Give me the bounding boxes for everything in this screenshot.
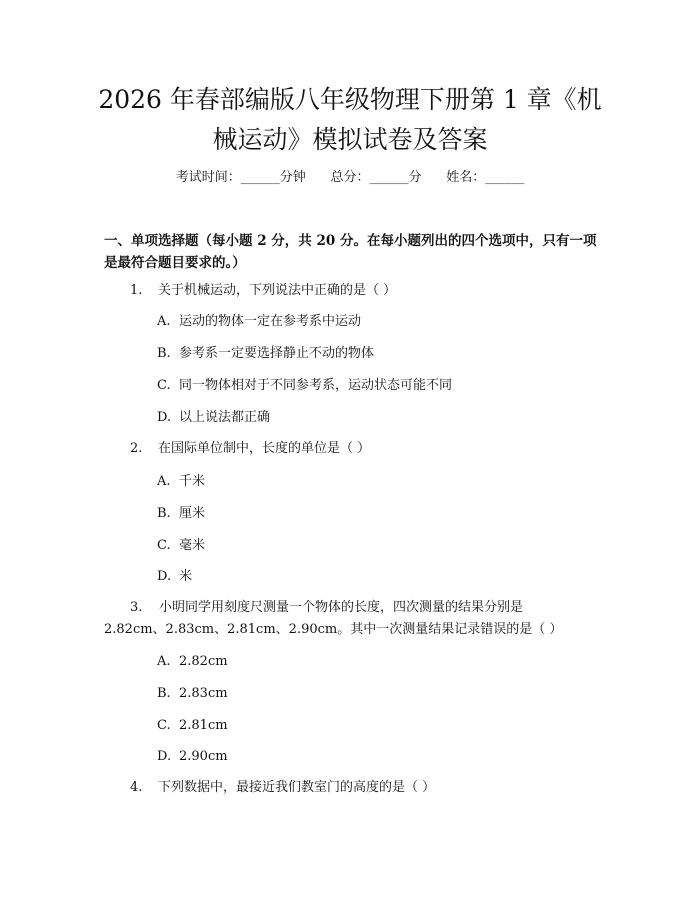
question-text: 在国际单位制中，长度的单位是（ ） xyxy=(158,441,371,456)
option-text: 运动的物体一定在参考系中运动 xyxy=(179,314,362,329)
option-letter: A. xyxy=(157,654,171,669)
option-letter: D. xyxy=(157,410,172,425)
option-text: 同一物体相对于不同参考系，运动状态可能不同 xyxy=(179,378,453,393)
option-text: 毫米 xyxy=(179,538,206,553)
option-letter: A. xyxy=(157,314,171,329)
question-1-option-d xyxy=(157,408,597,428)
question-number: 3. xyxy=(130,600,143,615)
question-text: 关于机械运动，下列说法中正确的是（ ） xyxy=(158,283,397,298)
question-1-option-b xyxy=(157,344,597,364)
option-text: 2.83cm xyxy=(179,686,228,701)
question-3-option-b xyxy=(157,684,597,704)
option-text: 以上说法都正确 xyxy=(179,410,271,425)
question-1-option-c xyxy=(157,376,597,396)
question-number: 2. xyxy=(130,441,143,456)
question-2 xyxy=(104,438,604,460)
option-text: 米 xyxy=(179,569,193,584)
question-3 xyxy=(104,597,604,641)
option-text: 2.90cm xyxy=(179,749,228,764)
option-letter: D. xyxy=(157,749,172,764)
question-2-option-b xyxy=(157,504,597,524)
option-letter: B. xyxy=(157,506,171,521)
option-letter: D. xyxy=(157,569,172,584)
section-heading-line2: 是最符合题目要求的。） xyxy=(104,255,246,271)
option-letter: B. xyxy=(157,686,171,701)
option-letter: C. xyxy=(157,718,171,733)
option-letter: B. xyxy=(157,346,171,361)
section-heading xyxy=(104,230,604,274)
exam-title-line1: 2026 年春部编版八年级物理下册第 1 章《机 xyxy=(98,85,602,114)
question-1-option-a xyxy=(157,312,597,332)
question-text-line1: 小明同学用刻度尺测量一个物体的长度，四次测量的结果分别是 xyxy=(158,600,523,615)
option-text: 2.82cm xyxy=(179,654,228,669)
option-text: 千米 xyxy=(179,474,206,489)
question-4 xyxy=(104,777,604,799)
option-text: 厘米 xyxy=(179,506,206,521)
exam-title xyxy=(70,80,630,160)
option-letter: C. xyxy=(157,538,171,553)
question-number: 4. xyxy=(130,780,143,795)
exam-meta-line: 考试时间：______分钟 总分：______分 姓名：______ xyxy=(175,170,525,185)
section-heading-line1: 一、单项选择题（每小题 2 分，共 20 分。在每小题列出的四个选项中，只有一项 xyxy=(104,233,597,249)
question-2-option-c xyxy=(157,536,597,556)
option-text: 参考系一定要选择静止不动的物体 xyxy=(179,346,375,361)
option-text: 2.81cm xyxy=(179,718,228,733)
question-3-option-a xyxy=(157,652,597,672)
question-2-option-a xyxy=(157,472,597,492)
question-2-option-d xyxy=(157,567,597,587)
question-1 xyxy=(104,280,604,302)
question-3-option-c xyxy=(157,716,597,736)
question-text-line2: 2.82cm、2.83cm、2.81cm、2.90cm。其中一次测量结果记录错误的是（ ） xyxy=(104,622,563,637)
question-number: 1. xyxy=(130,283,143,298)
option-letter: A. xyxy=(157,474,171,489)
question-text: 下列数据中，最接近我们教室门的高度的是（ ） xyxy=(158,780,436,795)
option-letter: C. xyxy=(157,378,171,393)
question-3-option-d xyxy=(157,747,597,767)
exam-title-line2: 械运动》模拟试卷及答案 xyxy=(212,125,488,154)
